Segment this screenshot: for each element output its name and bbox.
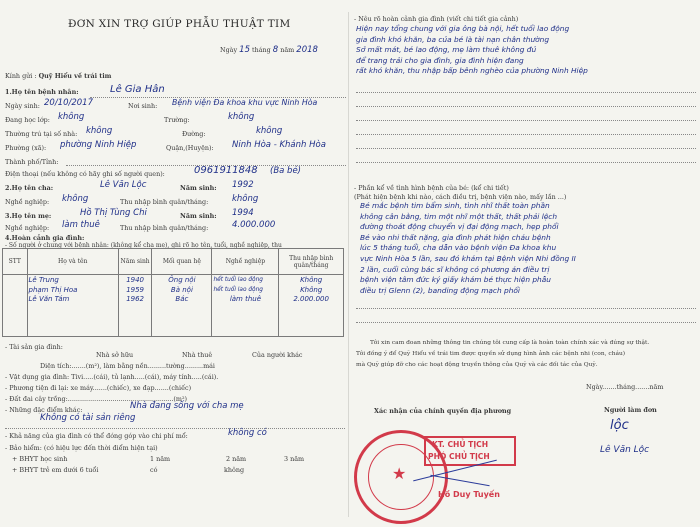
city-label: Thành phố/Tỉnh: [5, 158, 59, 166]
diagnosis-text [360, 201, 576, 296]
jobs-cell [212, 275, 279, 337]
blank-line [356, 120, 696, 121]
member-job-1: hết tuổi lao động [213, 277, 263, 283]
years-cell [118, 275, 151, 337]
mother-job: làm thuê [62, 220, 100, 230]
special-line-3 [5, 428, 345, 429]
date-prefix: Ngày [220, 46, 238, 54]
year-2: 2 năm [226, 455, 247, 463]
recipient-value: Quỹ Hiểu về trái tim [38, 72, 112, 80]
commitment-line-3: mà Quỹ giúp đỡ cho các hoạt động truyền thông của Quỹ và các đối tác của Quỹ. [356, 362, 598, 368]
father-label: 2.Họ tên cha: [5, 184, 54, 192]
household-note-1: - Số người ở chung với bệnh nhân: (không kể cha mẹ), ghi rõ họ tên, tuổi, nghề nghiệp, thu [5, 242, 282, 249]
circumstances-heading: - Nêu rõ hoàn cảnh gia đình (viết chi tiết gia cảnh) [354, 15, 519, 23]
diagnosis-subheading: (Phát hiện bệnh khi nào, cách điều trị, bệnh viện nào, mấy lần ...) [354, 193, 567, 201]
mother-income: 4.000.000 [232, 220, 276, 230]
diagnosis-line: bệnh viện tâm đức ký giấy khám bé thực hiện phẫu [360, 275, 551, 285]
member-year-1: 1940 [126, 276, 145, 284]
col-job: Nghề nghiệp [212, 249, 279, 275]
col-year: Năm sinh [118, 249, 151, 275]
school-value: không [228, 112, 255, 122]
household-table [2, 248, 344, 337]
address-label: Thường trú tại số nhà: [5, 130, 78, 138]
date-line [220, 45, 318, 55]
land-unit: (m²) [173, 395, 188, 403]
special-line-1: Nhà đang sống với cha mẹ [130, 401, 244, 411]
house-value: không [86, 126, 113, 136]
diagnosis-heading: - Phần kể về tình hình bệnh của bé: (kể chi tiết) [354, 184, 509, 192]
names-cell [27, 275, 118, 337]
member-name-3: Lê Văn Tám [28, 295, 70, 303]
diagnosis-line: lúc 5 tháng tuổi, cha dẫn vào bệnh viện Đa khoa khu [360, 243, 557, 253]
diagnosis-line: không cân bằng, tim một nhĩ một thất, thất phải lệch [360, 211, 558, 221]
circumstances-line: rất khó khăn, thu nhập bấp bênh nghèo của phường Ninh Hiệp [356, 66, 588, 76]
recipient-line [5, 72, 111, 80]
year-3: 3 năm [284, 455, 305, 463]
diagnosis-line: vực Ninh Hòa 5 lần, sau đó khám tại Bệnh viện Nhi đồng II [360, 253, 576, 263]
relations-cell [152, 275, 212, 337]
date-year-label: năm [280, 46, 295, 54]
blank-line [356, 148, 696, 149]
father-name: Lê Văn Lộc [100, 180, 147, 190]
member-income-2: Không [300, 285, 323, 294]
diagnosis-line: Bé mắc bệnh tim bẩm sinh, tình nhĩ thất toàn phần [360, 201, 550, 210]
ability-label: - Khả năng của gia đình có thể đóng góp vào chi phí mổ: [5, 432, 188, 440]
walls-label: tường [166, 362, 185, 370]
father-job: không [62, 194, 89, 204]
grade-value: không [58, 112, 85, 122]
area-label: Diện tích: [40, 362, 72, 370]
member-job-3: làm thuê [229, 295, 262, 303]
patient-name-label: 1.Họ tên bệnh nhân: [5, 88, 79, 96]
mother-yob: 1994 [232, 208, 254, 218]
diagnosis-line: 2 lần, cuối cùng bác sĩ không có phương án điều trị [360, 264, 550, 274]
member-relation-2: Bà nội [170, 285, 193, 294]
diagnosis-line: đường thoát động chuyển vị đại động mạch, hẹp phổi [360, 222, 559, 232]
dob-label: Ngày sinh: [5, 102, 40, 110]
pob-value: Bệnh viện Đa khoa khu vực Ninh Hòa [172, 98, 318, 107]
member-job-2: hết tuổi lao động [213, 286, 263, 293]
bhyt-child-row: + BHYT trẻ em dưới 6 tuổi [12, 466, 99, 474]
patient-name: Lê Gia Hân [110, 84, 165, 95]
household-table-header [3, 249, 344, 275]
member-income-1: Không [300, 276, 323, 284]
dob-value: 20/10/2017 [44, 98, 93, 108]
vehicle-end: (chiếc) [168, 384, 192, 392]
mother-label: 3.Họ tên mẹ: [5, 212, 52, 220]
items-label: - Vật dụng gia đình: Tivi [5, 373, 84, 381]
mother-yob-label: Năm sinh: [180, 212, 217, 220]
date-year: 2018 [296, 45, 318, 55]
diagnosis-line: điều trị Glenn (2), banding động mạch phổi [360, 285, 520, 295]
stamp-line-1: KT. CHỦ TỊCH [432, 440, 489, 449]
date-month: 8 [272, 45, 279, 55]
items-end: (cái). [201, 373, 219, 381]
commitment-line-2: Tôi đồng ý để Quỹ Hiểu về trái tim được quyền sử dụng hình ảnh các bệnh nhi (con, cháu) [356, 351, 626, 357]
assets-label: - Tài sản gia đình: [5, 343, 63, 351]
circumstances-text [356, 24, 588, 77]
circumstances-line: gia đình khó khăn, ba của bé là tài nạn chân thường [356, 34, 550, 44]
local-authority-label: Xác nhận của chính quyền địa phương [374, 407, 512, 415]
seal-star-icon: ★ [392, 464, 407, 483]
member-name-1: Lê Trung [28, 276, 59, 284]
stamp-line-2: PHÓ CHỦ TỊCH [428, 452, 490, 461]
member-name-2: phạm Thị Hoa [28, 285, 78, 294]
phone-note: (Ba bé) [270, 166, 301, 176]
member-year-2: 1959 [126, 285, 145, 294]
roof-label: mái [203, 362, 215, 370]
circumstances-line: Hiện nay tổng chung với gia ông bà nội, hết tuổi lao động [356, 24, 570, 33]
rent-house: Nhà thuê [182, 351, 213, 359]
column-divider [348, 12, 349, 517]
form-title: ĐƠN XIN TRỢ GIÚP PHẪU THUẬT TIM [68, 18, 291, 30]
blank-line [356, 322, 696, 323]
blank-line [356, 134, 696, 135]
blank-line [356, 92, 696, 93]
phone-label: Điện thoại (nếu không có hãy ghi số người quen): [5, 170, 165, 178]
bhyt-child-yes: có [150, 466, 158, 474]
vehicle-label: - Phương tiện đi lại: xe máy [5, 384, 93, 392]
blank-line [356, 308, 696, 309]
circumstances-line: để trang trải cho gia đình, gia đình hiện đang [356, 55, 524, 65]
blank-line [356, 162, 696, 163]
ability-value: không có [228, 428, 267, 438]
date-day: 15 [239, 45, 250, 55]
father-income: không [232, 194, 259, 204]
phone-value: 0961911848 [194, 165, 258, 176]
applicant-name: Lê Văn Lộc [600, 445, 650, 455]
area-unit: (m²), làm bằng nền [85, 362, 148, 370]
member-year-3: 1962 [126, 295, 145, 303]
items-ac: (cái), máy tính [144, 373, 192, 381]
grade-label: Đang học lớp: [5, 116, 50, 124]
special-line-2: Không có tài sản riêng [40, 413, 136, 423]
official-name: Hồ Duy Tuyến [438, 490, 500, 499]
ward-label: Phường (xã): [5, 144, 47, 152]
stt-cell [3, 275, 28, 337]
applicant-label: Người làm đơn [604, 406, 657, 414]
items-line: - Vật dụng gia đình: Tivi.....(cái), tủ lạnh.....(cái), máy tính.....(cái). [5, 373, 219, 381]
date-month-label: tháng [252, 46, 271, 54]
diagnosis-line: Bé vào nhi thất nặng, gia đình phát hiện cháu bệnh [360, 232, 551, 242]
others-house: Của người khác [252, 351, 303, 359]
district-label: Quận,(Huyện): [166, 144, 214, 152]
mother-job-label: Nghề nghiệp: [5, 224, 50, 232]
father-job-label: Nghề nghiệp: [5, 198, 50, 206]
special-label: - Những đặc điểm khác: [5, 406, 83, 414]
vehicle-bike: (chiếc), xe đạp [106, 384, 155, 392]
items-fridge: (cái), tủ lạnh [93, 373, 135, 381]
applicant-signature: lộc [610, 418, 629, 433]
bhyt-child: BHYT trẻ em dưới 6 tuổi [19, 466, 99, 474]
father-yob: 1992 [232, 180, 254, 190]
bhyt-child-no: không [224, 466, 245, 474]
street-label: Đường: [182, 130, 206, 138]
col-income: Thu nhập bình quân/tháng [279, 249, 344, 275]
year-1: 1 năm [150, 455, 171, 463]
own-house: Nhà sở hữu [96, 351, 134, 359]
father-yob-label: Năm sinh: [180, 184, 217, 192]
ward-value: phường Ninh Hiệp [60, 140, 137, 150]
recipient-label: Kính gửi : [5, 72, 37, 80]
member-relation-3: Bác [175, 295, 189, 303]
commitment-line-1: Tôi xin cam đoan những thông tin chúng tôi cung cấp là hoàn toàn chính xác và đúng sự thật. [370, 340, 650, 346]
bhyt-student: BHYT học sinh [19, 455, 68, 463]
land-label: - Đất đai cây trồng: [5, 395, 68, 403]
father-income-label: Thu nhập bình quân/tháng: [120, 198, 209, 206]
circumstances-line: Sở mất mát, bé lao động, mẹ làm thuê không đủ [356, 45, 537, 55]
district-value: Ninh Hòa - Khánh Hòa [232, 140, 326, 150]
mother-income-label: Thu nhập bình quân/tháng: [120, 224, 209, 232]
school-label: Trường: [164, 116, 190, 124]
family-heading: 4.Hoàn cảnh gia đình: [5, 234, 85, 242]
household-table-row [3, 275, 344, 337]
member-income-3: 2.000.000 [293, 295, 329, 303]
bhyt-student-row: + BHYT học sinh [12, 455, 68, 463]
incomes-cell [279, 275, 344, 337]
street-value: không [256, 126, 283, 136]
signature-date: Ngày.......tháng.......năm [586, 383, 664, 391]
pob-label: Nơi sinh: [128, 102, 158, 110]
col-stt: STT [3, 249, 28, 275]
col-relation: Mối quan hệ [152, 249, 212, 275]
member-relation-1: Ông nội [168, 276, 196, 284]
land-line: - Đất đai cây trồng:....................................................(m²) [5, 395, 188, 403]
mother-name: Hồ Thị Tùng Chi [80, 208, 147, 218]
insurance-label: - Bảo hiểm: (có hiệu lực đến thời điểm hiện tại) [5, 444, 158, 452]
vehicle-line: - Phương tiện đi lại: xe máy.......(chiếc), xe đạp.......(chiếc) [5, 384, 192, 392]
col-name: Họ và tên [27, 249, 118, 275]
blank-line [356, 106, 696, 107]
area-line: Diện tích:.......(m²), làm bằng nền.........tường.........mái [40, 362, 215, 370]
